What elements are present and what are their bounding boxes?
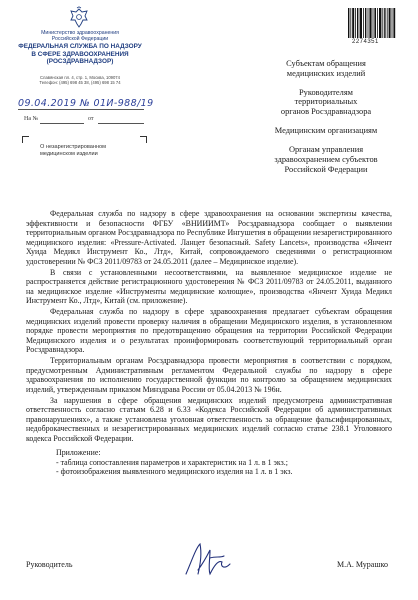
addressee-medical-organizations: Медицинским организациям <box>274 126 378 136</box>
reference-date-line <box>98 123 144 124</box>
handwritten-signature <box>180 540 240 580</box>
letter-subject: О незарегистрированном медицинском изделии <box>40 144 107 157</box>
addressee-territorial-heads: Руководителям территориальных органов Росздравнадзора <box>280 87 372 116</box>
body-paragraph: За нарушения в сфере обращения медицинских изделий предусмотрена административная ответственность согласно статьям 6.28 и 6.33 «Кодекса Российской Федерации об административных правонарушениях», а также установлена уголовная ответственность за обращение фальсифицированных, недоброкачественных и незарегистрированных медицинских изделий согласно статье 238.1 Уголовного кодекса Российской Федерации. <box>26 395 392 443</box>
letter-body <box>26 209 392 477</box>
date-underline <box>18 109 144 110</box>
signatory-role: Руководитель <box>26 560 73 569</box>
registration-stamp: 09.04.2019 № 01И-988/19 <box>18 98 154 109</box>
subject-bracket-right <box>140 136 147 143</box>
attachments-label: Приложение: <box>56 448 101 458</box>
service-name: ФЕДЕРАЛЬНАЯ СЛУЖБА ПО НАДЗОРУ В СФЕРЕ ЗДРАВООХРАНЕНИЯ (РОСЗДРАВНАДЗОР) <box>18 43 142 66</box>
addressee-health-authorities: Органам управления здравоохранением субъектов Российской Федерации <box>274 145 378 174</box>
body-paragraph: Федеральная служба по надзору в сфере здравоохранения на основании экспертизы качества, эффективности и безопасности ФГБУ «ВНИИИМТ» Росздравнадзора сообщает о выявлении территориальным органом Росздравнадзора по Республике Ингушетия в обращении незарегистрированного медицинского изделия: «Pressure-Activated. Ланцет безопасный. Safety Lancets», производства «Янчент Хуида Медикл Инструмент Ко., Лтд», Китай, сопровождаемого сведениями о регистрационном удостоверении № ФСЗ 2011/09783 от 24.05.2011 (далее – Медицинское изделие). <box>26 209 392 266</box>
addressee-list <box>238 59 414 184</box>
coat-of-arms-icon <box>67 6 91 30</box>
attachment-item: - фотоизображения выявленного медицинского изделия на 1 л. в 1 экз. <box>56 467 293 477</box>
attachment-item: - таблица сопоставления параметров и характеристик на 1 л. в 1 экз.; <box>56 457 288 467</box>
attachments <box>56 448 392 477</box>
reference-number-line <box>40 123 84 124</box>
barcode-icon <box>348 8 396 38</box>
barcode-number: 2274351 <box>352 39 379 45</box>
ministry-name: Министерство здравоохранения Российской Федерации <box>41 30 119 42</box>
reference-number-label: На № <box>24 116 39 122</box>
body-paragraph: Федеральная служба по надзору в сфере здравоохранения предлагает субъектам обращения медицинских изделий провести проверку наличия в обращении Медицинского изделия, в установленном порядке провести мероприятия по предотвращению обращения на территории Российской Федерации Медицинского изделия и о результатах проинформировать соответствующий территориальный орган Росздравнадзора. <box>26 307 392 355</box>
signatory-name: М.А. Мурашко <box>337 560 388 569</box>
addressee-medical-device-entities: Субъектам обращения медицинских изделий <box>286 59 366 78</box>
body-paragraph: Территориальным органам Росздравнадзора провести мероприятия в соответствии с порядком, предусмотренным Административным регламентом Федеральной службы по надзору в сфере здравоохранения по исполнению государственной функции по контролю за обращением медицинских изделий, утвержденным приказом Минздрава России от 05.04.2013 № 196н. <box>26 356 392 394</box>
reference-date-label: от <box>88 116 94 122</box>
subject-bracket-left <box>22 136 29 143</box>
service-address: Славянская пл. 4, стр. 1, Москва, 109074 Телефон: (495) 698 45 38, (495) 698 15 74 <box>39 75 121 86</box>
body-paragraph: В связи с установленными несоответствиями, на выявленное медицинское изделие не распространяется действие регистрационного удостоверения № ФСЗ 2011/09783 от 24.05.2011, выданного на медицинское изделие «Инструменты медицинские колющие», производства «Янчент Хуида Медикл Инструмент Ко., Лтд», Китай (см. приложение). <box>26 267 392 306</box>
